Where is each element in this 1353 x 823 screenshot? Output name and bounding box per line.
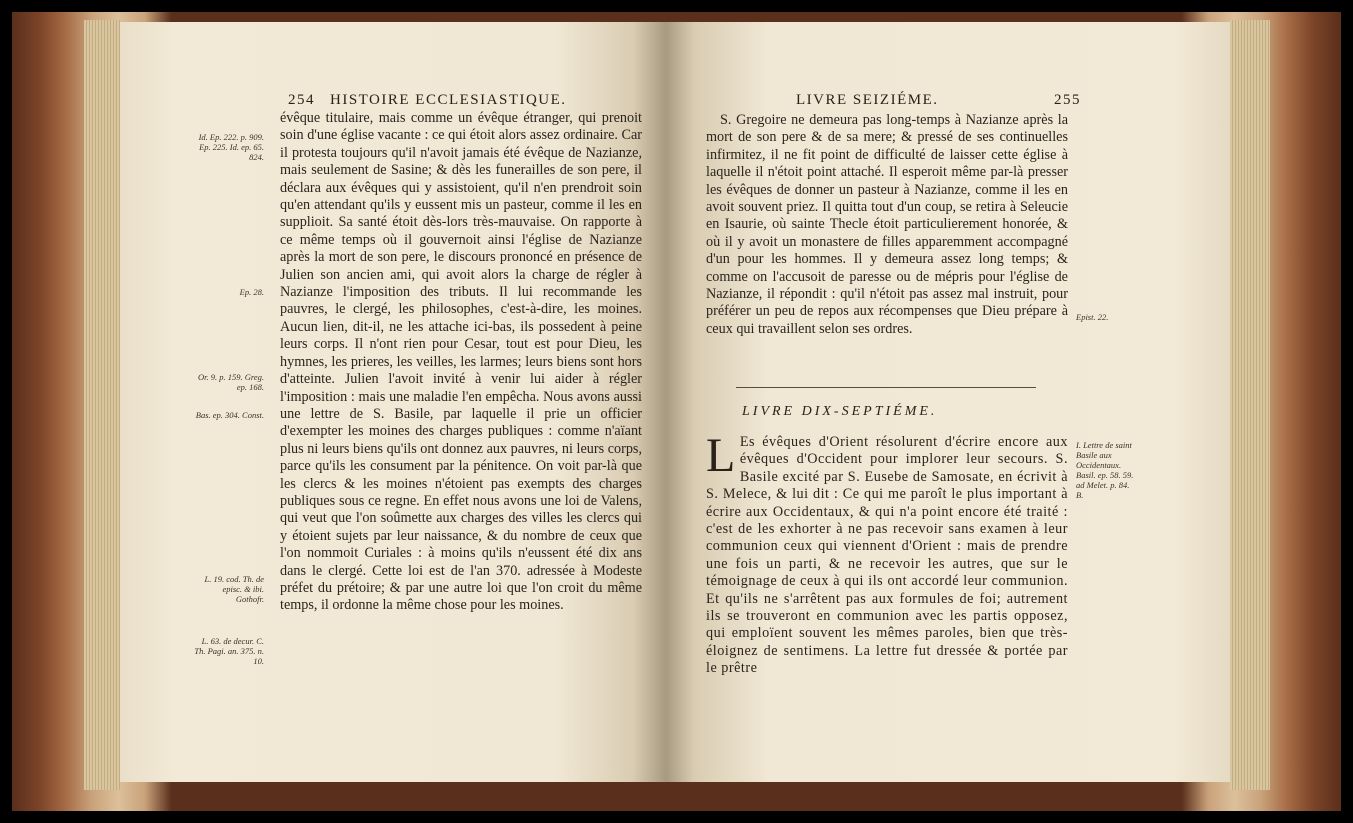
margin-note: L. 19. cod. Th. de episc. & ibi. Gothofr. <box>204 574 264 604</box>
margin-note: Epist. 22. <box>1076 312 1109 322</box>
margin-note: Or. 9. p. 159. Greg. ep. 168. <box>197 372 264 392</box>
margin-note: I. Lettre de saint Basile aux Occidentaux. Basil. ep. 58. 59. ad Melet. p. 84. B. <box>1076 440 1134 500</box>
margin-note: L. 63. de decur. C. Th. Pagi. an. 375. n. 10. <box>194 636 264 666</box>
right-paragraph: Es évêques d'Orient résolurent d'écrire encore aux évêques d'Occident pour implorer leur secours. S. Basile excité par S. Eusebe de Samosate, en écrivit à S. Melece, & lui dit : Ce qui me paroît le plus important à écrire aux Occidentaux, & qui n'a point encore été traité : c'est de les exhorter à ne pas recevoir sans examen à leur communion ceux qui viennent d'Orient : mais de prendre une fois un parti, & ne recevoir les autres, que sur le témoignage de ceux à qui ils ont accordé leur communion. Et qu'ils ne s'arrêtent pas aux formules de foi; autrement ils se trouveront en communion avec les partis opposez, qui emploïent souvent les mêmes paroles, bien que très-éloignez de sentimens. La lettre fut dressée & portée par le prêtre <box>706 434 1068 677</box>
left-body-text <box>280 110 642 615</box>
left-page <box>120 22 666 782</box>
drop-cap: L <box>706 429 736 482</box>
right-page-edges <box>1230 20 1270 790</box>
left-page-number: 254 <box>288 92 315 108</box>
right-paragraph: S. Gregoire ne demeura pas long-temps à Nazianze après la mort de son pere & de sa mere; & pressé de ses continuelles infirmitez, il ne fit point de difficulté de laisser cette église à laquelle il n'étoit point attaché. Il esperoit même par-là presser les évêques de donner un pasteur à Nazianze, comme il les en avoit souvent priez. Il quitta tout d'un coup, se retira à Seleucie en Isaurie, où sainte Thecle étoit particulierement honorée, & où il y avoit un monastere de filles apparemment accompagné d'un pour les hommes. Il y demeura assez long temps; & comme on l'accusoit de paresse ou de mépris pour l'église de Nazianze, il répondit : qu'il n'étoit pas assez mal instruit, pour préférer un peu de repos aux récompenses que Dieu prépare à ceux qui travaillent selon ses ordres. <box>706 112 1068 337</box>
book-heading: LIVRE DIX-SEPTIÉME. <box>742 404 938 419</box>
right-running-head: LIVRE SEIZIÉME. <box>796 92 939 108</box>
margin-note: Bas. ep. 304. Const. <box>195 410 264 420</box>
margin-note: Ep. 28. <box>239 287 264 297</box>
right-page-number: 255 <box>1054 92 1081 108</box>
margin-note: Id. Ep. 222. p. 909. Ep. 225. Id. ep. 65. 824. <box>198 132 264 162</box>
left-running-head: HISTOIRE ECCLESIASTIQUE. <box>330 92 567 108</box>
section-rule <box>736 387 1036 388</box>
right-body-text-bottom <box>706 429 1068 678</box>
right-page <box>666 22 1230 782</box>
right-body-text-top <box>706 112 1068 338</box>
left-page-edges <box>84 20 120 790</box>
left-paragraph: évêque titulaire, mais comme un évêque étranger, qui prenoit soin d'une église vacante : ce qui étoit alors assez ordinaire. Car il protesta toujours qu'il n'avoit jamais été évêque de Nazianze, mais seulement de Sasine; & dès les funerailles de son pere, il déclara aux évêques qui y assistoient, qu'il n'en prendroit soin qu'en attendant qu'ils y eussent mis un pasteur, comme il les en supplioit. Sa santé étoit dès-lors très-mauvaise. On rapporte à ce même temps où il gouvernoit ainsi l'église de Nazianze après la mort de son pere, le discours prononcé en présence de Julien son ancien ami, qui avoit alors la charge de régler à Nazianze l'imposition des tributs. Il lui recommande les pauvres, le clergé, les philosophes, c'est-à-dire, les moines. Aucun lien, dit-il, ne les attache ici-bas, ils possedent à peine leurs corps. Il n'ont rien pour Cesar, tout est pour Dieu, les hymnes, les prieres, les veilles, les larmes; leurs biens sont hors d'atteinte. Julien l'avoit invité à venir lui aider à régler l'imposition : mais une maladie l'en empêcha. Nous avons aussi une lettre de S. Basile, par laquelle il prie un officier d'exempter les moines des charges publiques : comme n'aïant plus ni leurs biens qu'ils ont donnez aux pauvres, ni leurs corps, parce qu'ils les consument par la pénitence. On voit par-là que les clercs & les moines n'étoient pas exempts des charges publiques sous ce regne. En effet nous avons une loi de Valens, qui veut que l'on soûmette aux charges des villes les clercs qui y étoient sujets par leur naissance, & du nombre de ceux que l'on nommoit Curiales : à moins qu'ils n'eussent été dix ans dans le clergé. Cette loi est de l'an 370. adressée à Modeste préfet du prétoire; & par une autre loi que l'on croit du même temps, il ordonne la même chose pour les moines. <box>280 110 642 614</box>
